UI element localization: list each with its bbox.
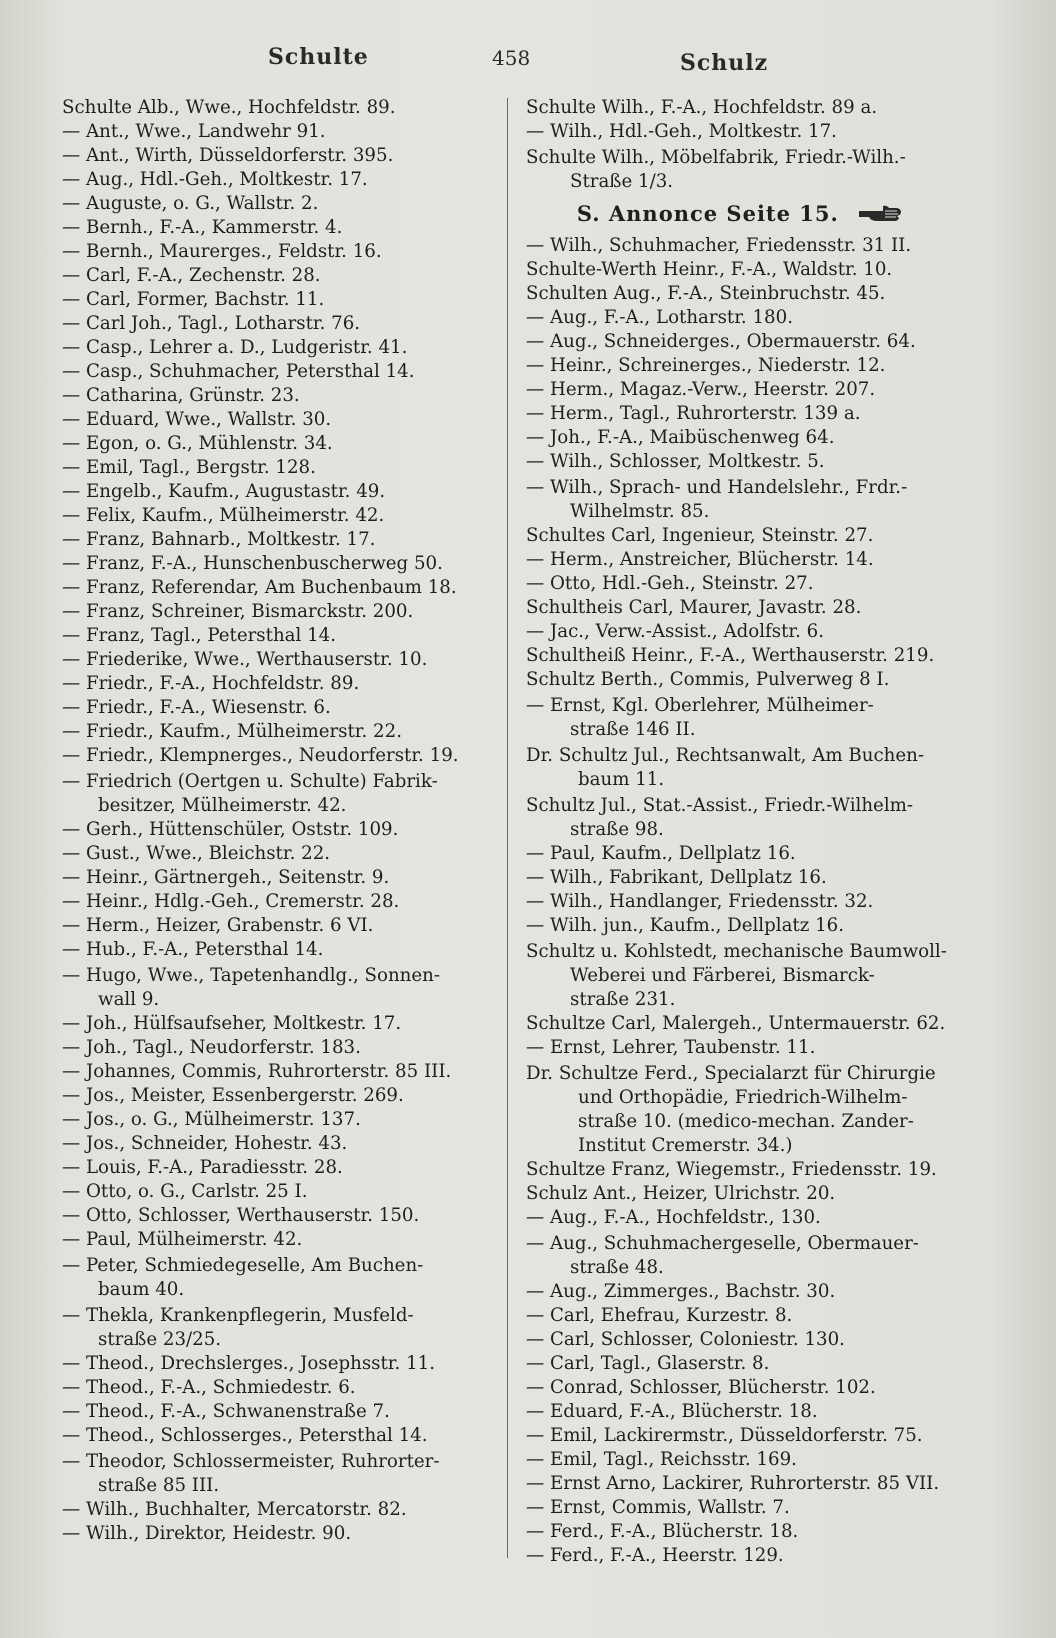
directory-entry xyxy=(526,1520,954,1544)
entry-text: — Wilh., Schlosser, Moltkestr. 5. xyxy=(526,451,825,472)
directory-entry xyxy=(62,624,500,648)
entry-text: — Eduard, F.-A., Blücherstr. 18. xyxy=(526,1401,818,1422)
entry-text: — Bernh., F.-A., Kammerstr. 4. xyxy=(62,217,343,238)
directory-entry xyxy=(62,120,500,144)
directory-entry xyxy=(62,1424,500,1448)
header-left-keyword: Schulte xyxy=(268,44,369,70)
directory-entry xyxy=(526,378,954,402)
entry-text: — Ernst, Kgl. Oberlehrer, Mülheimer- xyxy=(526,695,874,716)
directory-entry xyxy=(62,576,500,600)
directory-entry xyxy=(526,306,954,330)
entry-text: Schultheiß Heinr., F.-A., Werthauserstr. 219. xyxy=(526,645,935,666)
directory-entry xyxy=(526,120,954,144)
directory-entry xyxy=(62,866,500,890)
directory-entry xyxy=(62,360,500,384)
entry-text: — Carl, Tagl., Glaserstr. 8. xyxy=(526,1353,770,1374)
entry-text: — Jos., Meister, Essenbergerstr. 269. xyxy=(62,1085,404,1106)
entry-text: — Casp., Lehrer a. D., Ludgeristr. 41. xyxy=(62,337,408,358)
directory-entry xyxy=(526,1424,954,1448)
entry-text: — Joh., Hülfsaufseher, Moltkestr. 17. xyxy=(62,1013,402,1034)
entry-text: — Otto, o. G., Carlstr. 25 I. xyxy=(62,1181,308,1202)
directory-entry xyxy=(62,1060,500,1084)
directory-entry xyxy=(62,696,500,720)
directory-entry xyxy=(526,1376,954,1400)
directory-entry xyxy=(526,842,954,866)
entry-text: — Otto, Hdl.-Geh., Steinstr. 27. xyxy=(526,573,814,594)
directory-entry xyxy=(526,596,954,620)
entry-continuation: straße 85 III. xyxy=(98,1475,220,1496)
directory-entry xyxy=(62,312,500,336)
directory-entry xyxy=(526,940,954,1012)
entry-continuation: Institut Cremerstr. 34.) xyxy=(578,1135,793,1156)
directory-entry xyxy=(526,1182,954,1206)
entry-continuation: straße 10. (medico-mechan. Zander- xyxy=(578,1111,914,1132)
directory-entry xyxy=(526,234,954,258)
entry-text: — Ferd., F.-A., Blücherstr. 18. xyxy=(526,1521,799,1542)
entry-text: Schultz u. Kohlstedt, mechanische Baumwoll- xyxy=(526,941,947,962)
entry-text: — Wilh. jun., Kaufm., Dellplatz 16. xyxy=(526,915,845,936)
directory-entry xyxy=(62,1450,500,1498)
directory-entry xyxy=(62,240,500,264)
entry-text: — Casp., Schuhmacher, Petersthal 14. xyxy=(62,361,415,382)
directory-entry xyxy=(62,720,500,744)
directory-entry xyxy=(62,1400,500,1424)
directory-entry xyxy=(526,1062,954,1158)
advertisement-note xyxy=(526,202,954,228)
directory-entry xyxy=(62,1132,500,1156)
directory-entry xyxy=(62,914,500,938)
directory-entry xyxy=(526,1400,954,1424)
entry-text: — Heinr., Schreinerges., Niederstr. 12. xyxy=(526,355,886,376)
directory-entry xyxy=(62,818,500,842)
directory-entry xyxy=(526,1232,954,1280)
entry-text: — Ernst, Lehrer, Taubenstr. 11. xyxy=(526,1037,816,1058)
directory-entry xyxy=(62,480,500,504)
directory-entry xyxy=(526,258,954,282)
entry-text: — Theod., Drechslerges., Josephsstr. 11. xyxy=(62,1353,435,1374)
directory-entry xyxy=(62,1304,500,1352)
directory-entry xyxy=(62,1036,500,1060)
entry-text: — Theod., F.-A., Schwanenstraße 7. xyxy=(62,1401,390,1422)
entry-text: — Carl, Former, Bachstr. 11. xyxy=(62,289,325,310)
entry-text: — Johannes, Commis, Ruhrorterstr. 85 III. xyxy=(62,1061,452,1082)
directory-entry xyxy=(526,1496,954,1520)
directory-entry xyxy=(62,1180,500,1204)
directory-entry xyxy=(62,1376,500,1400)
directory-entry xyxy=(526,282,954,306)
entry-text: — Carl, F.-A., Zechenstr. 28. xyxy=(62,265,321,286)
entry-text: Schulte-Werth Heinr., F.-A., Waldstr. 10. xyxy=(526,259,893,280)
directory-entry xyxy=(62,408,500,432)
entry-text: — Friedrich (Oertgen u. Schulte) Fabrik- xyxy=(62,771,438,792)
entry-text: — Jos., Schneider, Hohestr. 43. xyxy=(62,1133,348,1154)
directory-entry xyxy=(526,890,954,914)
directory-entry xyxy=(62,770,500,818)
directory-entry xyxy=(62,938,500,962)
directory-entry xyxy=(526,866,954,890)
entry-text: — Aug., F.-A., Lotharstr. 180. xyxy=(526,307,793,328)
entry-continuation: wall 9. xyxy=(98,989,160,1010)
entry-text: — Hub., F.-A., Petersthal 14. xyxy=(62,939,324,960)
entry-continuation: straße 231. xyxy=(570,989,676,1010)
directory-entry xyxy=(62,1108,500,1132)
entry-continuation: baum 11. xyxy=(578,769,665,790)
entry-text: — Friedr., Kaufm., Mülheimerstr. 22. xyxy=(62,721,402,742)
directory-entry xyxy=(62,1012,500,1036)
directory-entry xyxy=(62,744,500,768)
directory-entry xyxy=(526,794,954,842)
directory-entry xyxy=(526,1036,954,1060)
entry-text: — Ant., Wwe., Landwehr 91. xyxy=(62,121,326,142)
directory-entry xyxy=(62,1352,500,1376)
advertisement-note-text: S. Annonce Seite 15. xyxy=(576,201,839,226)
entry-continuation: und Orthopädie, Friedrich-Wilhelm- xyxy=(578,1087,908,1108)
directory-entry xyxy=(526,1328,954,1352)
entry-text: — Friedr., Klempnerges., Neudorferstr. 19. xyxy=(62,745,459,766)
entry-text: — Thekla, Krankenpflegerin, Musfeld- xyxy=(62,1305,414,1326)
entry-text: — Otto, Schlosser, Werthauserstr. 150. xyxy=(62,1205,420,1226)
entry-text: — Ant., Wirth, Düsseldorferstr. 395. xyxy=(62,145,394,166)
entry-text: Schultheis Carl, Maurer, Javastr. 28. xyxy=(526,597,862,618)
entry-text: — Conrad, Schlosser, Blücherstr. 102. xyxy=(526,1377,876,1398)
entry-text: — Friedr., F.-A., Wiesenstr. 6. xyxy=(62,697,331,718)
entry-text: — Herm., Magaz.-Verw., Heerstr. 207. xyxy=(526,379,876,400)
directory-entry xyxy=(62,1204,500,1228)
entry-text: Schulte Wilh., Möbelfabrik, Friedr.-Wilh.- xyxy=(526,147,906,168)
left-column xyxy=(62,96,500,1546)
directory-entry xyxy=(62,1156,500,1180)
entry-text: — Wilh., Handlanger, Friedensstr. 32. xyxy=(526,891,874,912)
directory-entry xyxy=(62,192,500,216)
entry-text: — Engelb., Kaufm., Augustastr. 49. xyxy=(62,481,386,502)
entry-continuation: Wilhelmstr. 85. xyxy=(570,501,710,522)
directory-entry xyxy=(526,330,954,354)
entry-continuation: Weberei und Färberei, Bismarck- xyxy=(570,965,875,986)
directory-entry xyxy=(526,694,954,742)
directory-entry xyxy=(62,890,500,914)
directory-entry xyxy=(526,1544,954,1568)
entry-text: — Franz, F.-A., Hunschenbuscherweg 50. xyxy=(62,553,443,574)
directory-entry xyxy=(62,384,500,408)
directory-entry xyxy=(526,1012,954,1036)
entry-text: — Aug., Schneiderges., Obermauerstr. 64. xyxy=(526,331,916,352)
entry-text: — Eduard, Wwe., Wallstr. 30. xyxy=(62,409,332,430)
entry-continuation: besitzer, Mülheimerstr. 42. xyxy=(98,795,347,816)
entry-text: — Aug., F.-A., Hochfeldstr., 130. xyxy=(526,1207,821,1228)
right-column-entries xyxy=(526,234,954,1568)
entry-text: — Jac., Verw.-Assist., Adolfstr. 6. xyxy=(526,621,825,642)
entry-text: — Heinr., Gärtnergeh., Seitenstr. 9. xyxy=(62,867,390,888)
entry-text: — Carl, Ehefrau, Kurzestr. 8. xyxy=(526,1305,793,1326)
right-column-top-entries xyxy=(526,96,954,194)
entry-text: — Herm., Anstreicher, Blücherstr. 14. xyxy=(526,549,874,570)
entry-text: — Heinr., Hdlg.-Geh., Cremerstr. 28. xyxy=(62,891,400,912)
header-right-keyword: Schulz xyxy=(680,50,769,76)
entry-continuation: Straße 1/3. xyxy=(570,171,674,192)
directory-entry xyxy=(526,548,954,572)
directory-entry xyxy=(526,146,954,194)
directory-entry xyxy=(526,426,954,450)
entry-text: Schulte Alb., Wwe., Hochfeldstr. 89. xyxy=(62,97,396,118)
entry-text: — Emil, Tagl., Bergstr. 128. xyxy=(62,457,316,478)
entry-continuation: baum 40. xyxy=(98,1279,185,1300)
directory-entry xyxy=(62,552,500,576)
directory-entry xyxy=(526,644,954,668)
directory-entry xyxy=(526,524,954,548)
directory-entry xyxy=(526,668,954,692)
entry-text: — Paul, Mülheimerstr. 42. xyxy=(62,1229,303,1250)
entry-text: — Ferd., F.-A., Heerstr. 129. xyxy=(526,1545,784,1566)
entry-text: — Friederike, Wwe., Werthauserstr. 10. xyxy=(62,649,428,670)
entry-text: — Franz, Tagl., Petersthal 14. xyxy=(62,625,337,646)
directory-entry xyxy=(62,1522,500,1546)
directory-entry xyxy=(62,288,500,312)
entry-text: — Friedr., F.-A., Hochfeldstr. 89. xyxy=(62,673,360,694)
directory-entry xyxy=(526,620,954,644)
entry-text: Dr. Schultze Ferd., Specialarzt für Chirurgie xyxy=(526,1063,936,1084)
directory-entry xyxy=(62,336,500,360)
entry-text: — Theod., F.-A., Schmiedestr. 6. xyxy=(62,1377,356,1398)
directory-entry xyxy=(526,354,954,378)
directory-entry xyxy=(62,1228,500,1252)
entry-text: — Louis, F.-A., Paradiesstr. 28. xyxy=(62,1157,343,1178)
entry-text: Schultze Carl, Malergeh., Untermauerstr. 62. xyxy=(526,1013,946,1034)
directory-entry xyxy=(526,744,954,792)
entry-text: — Hugo, Wwe., Tapetenhandlg., Sonnen- xyxy=(62,965,440,986)
entry-text: Schultz Berth., Commis, Pulverweg 8 I. xyxy=(526,669,890,690)
entry-text: — Theodor, Schlossermeister, Ruhrorter- xyxy=(62,1451,440,1472)
directory-entry xyxy=(526,1206,954,1230)
directory-entry xyxy=(62,168,500,192)
entry-text: — Egon, o. G., Mühlenstr. 34. xyxy=(62,433,333,454)
entry-text: — Felix, Kaufm., Mülheimerstr. 42. xyxy=(62,505,385,526)
directory-entry xyxy=(62,1084,500,1108)
directory-entry xyxy=(526,1472,954,1496)
entry-text: Dr. Schultz Jul., Rechtsanwalt, Am Buchen- xyxy=(526,745,924,766)
entry-continuation: straße 146 II. xyxy=(570,719,696,740)
entry-text: — Catharina, Grünstr. 23. xyxy=(62,385,300,406)
entry-text: — Herm., Tagl., Ruhrorterstr. 139 a. xyxy=(526,403,861,424)
pointing-hand-icon xyxy=(857,203,903,228)
entry-text: Schultz Jul., Stat.-Assist., Friedr.-Wilhelm- xyxy=(526,795,914,816)
directory-entry xyxy=(526,450,954,474)
entry-text: — Wilh., Schuhmacher, Friedensstr. 31 II. xyxy=(526,235,912,256)
entry-text: — Franz, Bahnarb., Moltkestr. 17. xyxy=(62,529,376,550)
directory-entry xyxy=(62,216,500,240)
directory-entry xyxy=(62,264,500,288)
directory-entry xyxy=(62,672,500,696)
directory-entry xyxy=(526,572,954,596)
entry-text: — Gust., Wwe., Bleichstr. 22. xyxy=(62,843,331,864)
entry-text: — Ernst, Commis, Wallstr. 7. xyxy=(526,1497,790,1518)
directory-entry xyxy=(62,964,500,1012)
entry-text: — Wilh., Buchhalter, Mercatorstr. 82. xyxy=(62,1499,407,1520)
entry-text: — Ernst Arno, Lackirer, Ruhrorterstr. 85 VII. xyxy=(526,1473,940,1494)
entry-continuation: straße 98. xyxy=(570,819,664,840)
page-number: 458 xyxy=(492,46,531,70)
directory-entry xyxy=(62,456,500,480)
entry-text: — Aug., Hdl.-Geh., Moltkestr. 17. xyxy=(62,169,368,190)
directory-entry xyxy=(526,96,954,120)
entry-text: — Auguste, o. G., Wallstr. 2. xyxy=(62,193,319,214)
directory-entry xyxy=(526,1280,954,1304)
entry-text: — Gerh., Hüttenschüler, Oststr. 109. xyxy=(62,819,399,840)
entry-text: — Joh., F.-A., Maibüschenweg 64. xyxy=(526,427,835,448)
entry-text: Schultze Franz, Wiegemstr., Friedensstr. 19. xyxy=(526,1159,937,1180)
entry-text: Schulten Aug., F.-A., Steinbruchstr. 45. xyxy=(526,283,886,304)
entry-text: — Wilh., Sprach- und Handelslehr., Frdr.- xyxy=(526,477,908,498)
directory-entry xyxy=(62,96,500,120)
entry-text: — Peter, Schmiedegeselle, Am Buchen- xyxy=(62,1255,424,1276)
page-header xyxy=(40,40,1030,80)
entry-text: — Aug., Schuhmachergeselle, Obermauer- xyxy=(526,1233,919,1254)
entry-continuation: straße 23/25. xyxy=(98,1329,222,1350)
entry-text: — Carl Joh., Tagl., Lotharstr. 76. xyxy=(62,313,361,334)
directory-entry xyxy=(62,144,500,168)
entry-text: — Wilh., Direktor, Heidestr. 90. xyxy=(62,1523,352,1544)
entry-text: — Franz, Schreiner, Bismarckstr. 200. xyxy=(62,601,414,622)
column-divider xyxy=(507,98,508,1558)
directory-entry xyxy=(62,842,500,866)
directory-entry xyxy=(526,914,954,938)
directory-entry xyxy=(62,1254,500,1302)
directory-entry xyxy=(62,528,500,552)
directory-entry xyxy=(526,1352,954,1376)
directory-entry xyxy=(62,648,500,672)
entry-text: Schulte Wilh., F.-A., Hochfeldstr. 89 a. xyxy=(526,97,878,118)
entry-text: — Emil, Tagl., Reichsstr. 169. xyxy=(526,1449,797,1470)
directory-entry xyxy=(526,1448,954,1472)
entry-text: — Paul, Kaufm., Dellplatz 16. xyxy=(526,843,796,864)
directory-entry xyxy=(62,600,500,624)
directory-entry xyxy=(526,402,954,426)
entry-text: — Franz, Referendar, Am Buchenbaum 18. xyxy=(62,577,457,598)
entry-text: Schulz Ant., Heizer, Ulrichstr. 20. xyxy=(526,1183,836,1204)
entry-text: — Herm., Heizer, Grabenstr. 6 VI. xyxy=(62,915,374,936)
directory-entry xyxy=(62,1498,500,1522)
entry-text: — Wilh., Fabrikant, Dellplatz 16. xyxy=(526,867,827,888)
entry-text: — Jos., o. G., Mülheimerstr. 137. xyxy=(62,1109,361,1130)
directory-entry xyxy=(526,1158,954,1182)
directory-entry xyxy=(62,504,500,528)
directory-entry xyxy=(526,1304,954,1328)
directory-entry xyxy=(62,432,500,456)
entry-text: — Joh., Tagl., Neudorferstr. 183. xyxy=(62,1037,361,1058)
entry-text: Schultes Carl, Ingenieur, Steinstr. 27. xyxy=(526,525,874,546)
directory-entry xyxy=(526,476,954,524)
right-column xyxy=(526,96,954,1568)
entry-text: — Wilh., Hdl.-Geh., Moltkestr. 17. xyxy=(526,121,837,142)
entry-continuation: straße 48. xyxy=(570,1257,664,1278)
entry-text: — Theod., Schlosserges., Petersthal 14. xyxy=(62,1425,428,1446)
entry-text: — Aug., Zimmerges., Bachstr. 30. xyxy=(526,1281,836,1302)
entry-text: — Emil, Lackirermstr., Düsseldorferstr. 75. xyxy=(526,1425,923,1446)
entry-text: — Bernh., Maurerges., Feldstr. 16. xyxy=(62,241,382,262)
entry-text: — Carl, Schlosser, Coloniestr. 130. xyxy=(526,1329,845,1350)
